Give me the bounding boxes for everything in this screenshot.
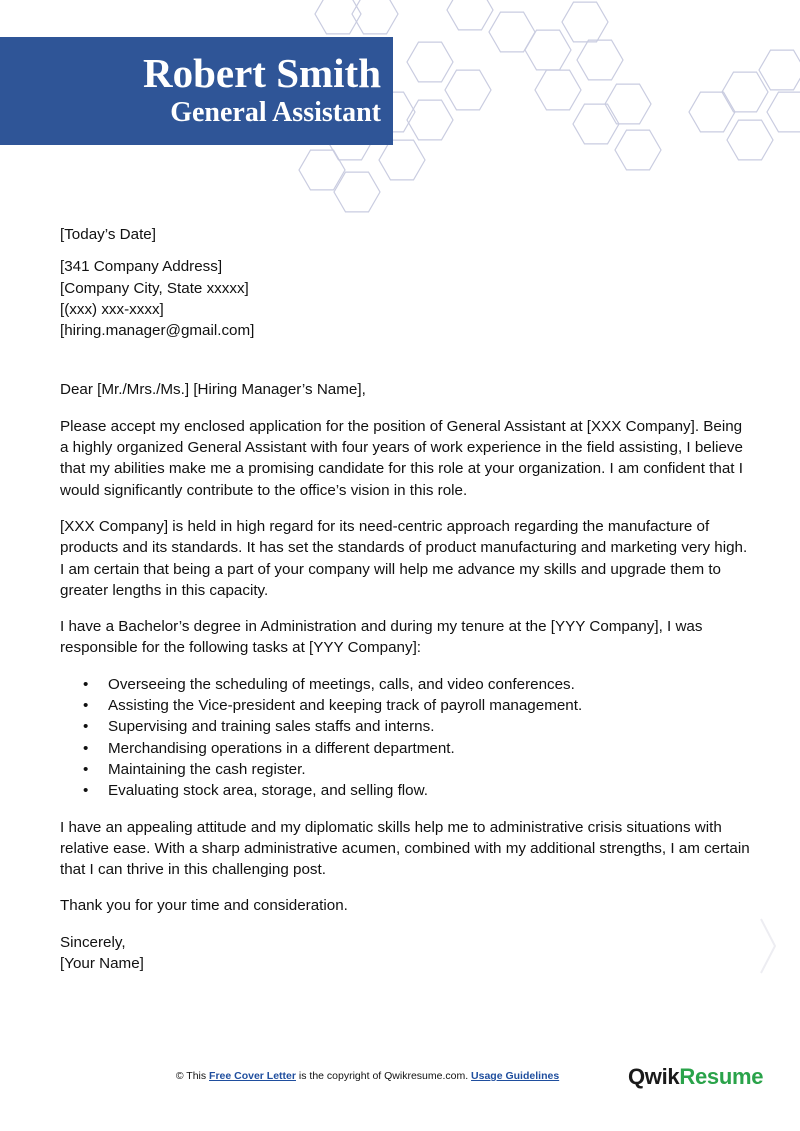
hexagon-shape [759,50,800,90]
address-line: [(xxx) xxx-xxxx] [60,300,164,318]
candidate-name: Robert Smith [142,50,381,96]
bullet-icon: • [83,718,89,736]
candidate-title: General Assistant [170,97,381,128]
chevron-right-icon [757,915,779,977]
paragraph-skills: I have an appealing attitude and my diplomatic skills help me to administrative crisis situations with relative ease. With a sharp administrative acumen, combined with my additional strengths, I am certain that I can thrive in this challenging post. [60,818,750,879]
hexagon-shape [407,42,453,82]
hexagon-shape [445,70,491,110]
hexagon-shape [535,70,581,110]
closing-thanks: Thank you for your time and consideration. [60,897,348,915]
paragraph-company: [XXX Company] is held in high regard for its need-centric approach regarding the manufacture of products and its standards. It has set the standards of product manufacturing and marketing very high. I am certain that being a part of your company will help me advance my skills and upgrade them to greater lengths in this capacity. [60,517,748,599]
hexagon-shape [722,72,768,112]
list-item: • Overseeing the scheduling of meetings, calls, and video conferences. [60,674,750,695]
letter-body [60,224,750,974]
hexagon-shape [489,12,535,52]
hexagon-shape [379,140,425,180]
signature: [Your Name] [60,955,144,973]
hexagon-shape [727,120,773,160]
list-item: • Supervising and training sales staffs and interns. [60,716,750,737]
address-line: [341 Company Address] [60,258,223,276]
bullet-icon: • [83,739,89,757]
free-cover-letter-link[interactable]: Free Cover Letter [209,1070,296,1082]
letter-date: [Today’s Date] [60,226,156,243]
footer-copyright: © This Free Cover Letter is the copyright of Qwikresume.com. Usage Guidelines [175,1070,560,1082]
bullet-icon: • [83,675,89,693]
list-item: • Assisting the Vice-president and keeping track of payroll management. [60,695,750,716]
salutation: Dear [Mr./Mrs./Ms.] [Hiring Manager’s Name], [60,381,366,399]
list-item: • Merchandising operations in a different department. [60,738,750,759]
paragraph-experience: I have a Bachelor’s degree in Administration and during my tenure at the [YYY Company], I was responsible for the following tasks at [YYY Company]: [60,618,703,657]
hexagon-shape [562,2,608,42]
hexagon-shape [525,30,571,70]
hexagon-shape [577,40,623,80]
paragraph-intro: Please accept my enclosed application for the position of General Assistant at [XXX Company]. Being a highly organized General Assistant with four years of work experience in the field assisting, I believe that my abilities make me a promising candidate for this role at your organization. I am confident that I would significantly contribute to the office’s vision in this role. [60,417,743,499]
bullet-icon: • [83,782,89,800]
header-band [0,37,393,145]
hexagon-shape [767,92,800,132]
usage-guidelines-link[interactable]: Usage Guidelines [471,1070,560,1082]
hexagon-shape [447,0,493,30]
list-item: • Evaluating stock area, storage, and selling flow. [60,780,750,801]
bullet-icon: • [83,760,89,778]
hexagon-shape [615,130,661,170]
hexagon-shape [605,84,651,124]
hexagon-shape [573,104,619,144]
hexagon-shape [689,92,735,132]
task-list [60,674,750,802]
signoff: Sincerely, [60,933,126,951]
qwikresume-logo[interactable]: QwikResume [628,1064,764,1089]
bullet-icon: • [83,697,89,715]
hexagon-shape [407,100,453,140]
address-line: [Company City, State xxxxx] [60,279,249,297]
list-item: • Maintaining the cash register. [60,759,750,780]
address-line: [hiring.manager@gmail.com] [60,322,255,340]
